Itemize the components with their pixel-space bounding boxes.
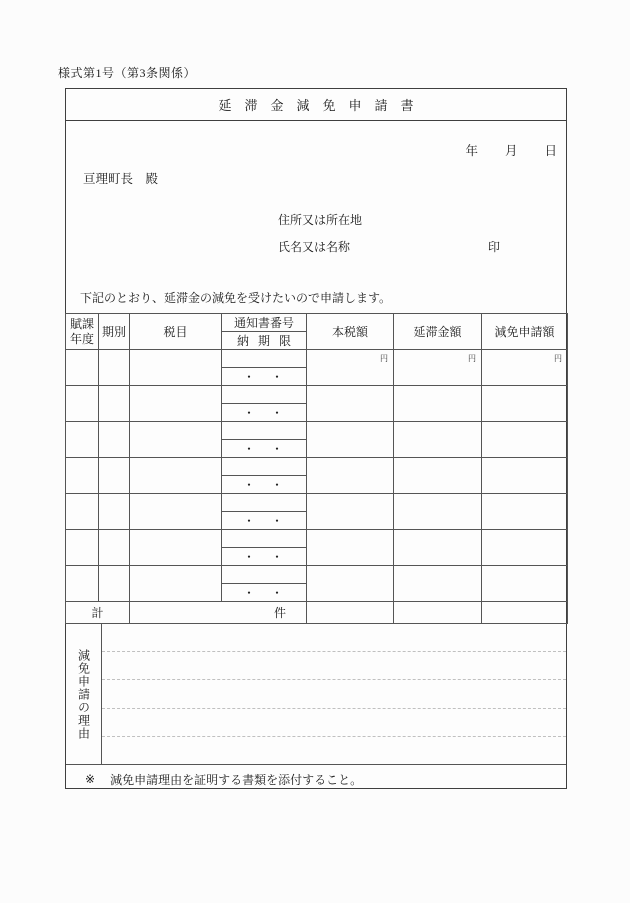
late-charge-cell <box>394 350 482 386</box>
period-cell <box>99 350 130 386</box>
form-number-label: 様式第1号（第3条関係） <box>58 66 197 80</box>
name-label: 氏名又は名称 <box>278 240 351 254</box>
due-date-cell: ・ ・ <box>242 586 285 600</box>
notice-number-cell <box>222 422 306 440</box>
due-date-cell: ・ ・ <box>242 442 285 456</box>
seal-label: 印 <box>488 240 501 254</box>
table-row <box>66 566 568 602</box>
table-header-row <box>66 314 568 350</box>
total-row <box>66 602 568 624</box>
reduction-amount-cell <box>482 350 568 386</box>
fiscal-year-cell <box>66 350 99 386</box>
principal-amount-cell <box>307 494 394 530</box>
notice-number-cell <box>222 458 306 476</box>
due-date-cell: ・ ・ <box>242 478 285 492</box>
period-cell <box>99 422 130 458</box>
table-row <box>66 422 568 458</box>
notice-number-cell <box>222 494 306 512</box>
total-count-unit: 件 <box>130 602 307 624</box>
reason-writing-line <box>102 680 566 708</box>
period-cell <box>99 566 130 602</box>
table-row <box>66 350 568 386</box>
table-row <box>66 530 568 566</box>
reduction-amount-cell <box>482 494 568 530</box>
late-charge-cell <box>394 566 482 602</box>
period-cell <box>99 494 130 530</box>
col-header-notice-due <box>222 314 307 350</box>
table-row <box>66 458 568 494</box>
principal-amount-cell <box>307 566 394 602</box>
notice-due-cell <box>222 566 307 602</box>
note-mark: ※ <box>85 772 96 786</box>
principal-amount-cell <box>307 422 394 458</box>
attachment-note <box>66 764 566 794</box>
period-cell <box>99 530 130 566</box>
period-cell <box>99 386 130 422</box>
reason-label-cell <box>66 624 102 764</box>
recipient-line: 亘理町長 殿 <box>83 172 159 186</box>
tax-item-cell <box>130 350 222 386</box>
fiscal-year-cell <box>66 566 99 602</box>
notice-number-cell <box>222 350 306 368</box>
reason-writing-line <box>102 737 566 764</box>
notice-number-cell <box>222 386 306 404</box>
notice-due-cell <box>222 494 307 530</box>
yen-unit: 円 <box>468 354 476 363</box>
notice-due-cell <box>222 530 307 566</box>
notice-due-cell <box>222 386 307 422</box>
note-text: 減免申請理由を証明する書類を添付すること。 <box>110 773 363 787</box>
yen-unit: 円 <box>380 354 388 363</box>
col-header-tax-item: 税目 <box>130 314 222 350</box>
yen-unit: 円 <box>554 354 562 363</box>
month-label: 月 <box>504 144 518 158</box>
col-header-principal-amount: 本税額 <box>307 314 394 350</box>
fiscal-year-cell <box>66 422 99 458</box>
reason-label: 減免申請の理由 <box>76 648 91 740</box>
total-principal-cell <box>307 602 394 624</box>
col-header-reduction-amount: 減免申請額 <box>482 314 568 350</box>
total-late-charge-cell <box>394 602 482 624</box>
reduction-amount-cell <box>482 566 568 602</box>
due-date-cell: ・ ・ <box>242 406 285 420</box>
reason-writing-line <box>102 652 566 680</box>
late-charge-cell <box>394 386 482 422</box>
notice-due-cell <box>222 350 307 386</box>
tax-item-cell <box>130 458 222 494</box>
application-table <box>65 313 568 624</box>
address-label: 住所又は所在地 <box>278 213 363 227</box>
principal-amount-cell <box>307 350 394 386</box>
fiscal-year-cell <box>66 494 99 530</box>
day-label: 日 <box>544 144 557 158</box>
due-date-cell: ・ ・ <box>242 370 285 384</box>
total-label: 計 <box>66 602 130 624</box>
fiscal-year-cell <box>66 386 99 422</box>
late-charge-cell <box>394 530 482 566</box>
table-row <box>66 494 568 530</box>
notice-number-cell <box>222 566 306 584</box>
application-form <box>65 88 567 789</box>
date-line <box>465 141 557 159</box>
reason-writing-line <box>102 709 566 737</box>
form-header-section <box>66 121 566 313</box>
tax-item-cell <box>130 494 222 530</box>
reduction-amount-cell <box>482 458 568 494</box>
application-statement: 下記のとおり、延滞金の減免を受けたいので申請します。 <box>80 291 392 305</box>
reduction-amount-cell <box>482 530 568 566</box>
fiscal-year-cell <box>66 458 99 494</box>
table-row <box>66 386 568 422</box>
year-label: 年 <box>465 144 478 158</box>
reduction-amount-cell <box>482 422 568 458</box>
principal-amount-cell <box>307 386 394 422</box>
tax-item-cell <box>130 386 222 422</box>
period-cell <box>99 458 130 494</box>
principal-amount-cell <box>307 458 394 494</box>
late-charge-cell <box>394 422 482 458</box>
total-reduction-cell <box>482 602 568 624</box>
col-header-due-date: 納期限 <box>236 334 300 348</box>
late-charge-cell <box>394 494 482 530</box>
reason-writing-line <box>102 624 566 652</box>
tax-item-cell <box>130 566 222 602</box>
late-charge-cell <box>394 458 482 494</box>
col-header-notice-number: 通知書番号 <box>222 314 306 332</box>
document-title: 延滞金減免申請書 <box>66 89 566 121</box>
due-date-cell: ・ ・ <box>242 514 285 528</box>
notice-number-cell <box>222 530 306 548</box>
fiscal-year-cell <box>66 530 99 566</box>
notice-due-cell <box>222 458 307 494</box>
reason-section <box>66 624 566 764</box>
notice-due-cell <box>222 422 307 458</box>
principal-amount-cell <box>307 530 394 566</box>
tax-item-cell <box>130 422 222 458</box>
tax-item-cell <box>130 530 222 566</box>
reason-writing-area <box>102 624 566 764</box>
due-date-cell: ・ ・ <box>242 550 285 564</box>
col-header-fiscal-year: 賦課 年度 <box>66 314 99 350</box>
col-header-period: 期別 <box>99 314 130 350</box>
col-header-late-charge: 延滞金額 <box>394 314 482 350</box>
reduction-amount-cell <box>482 386 568 422</box>
